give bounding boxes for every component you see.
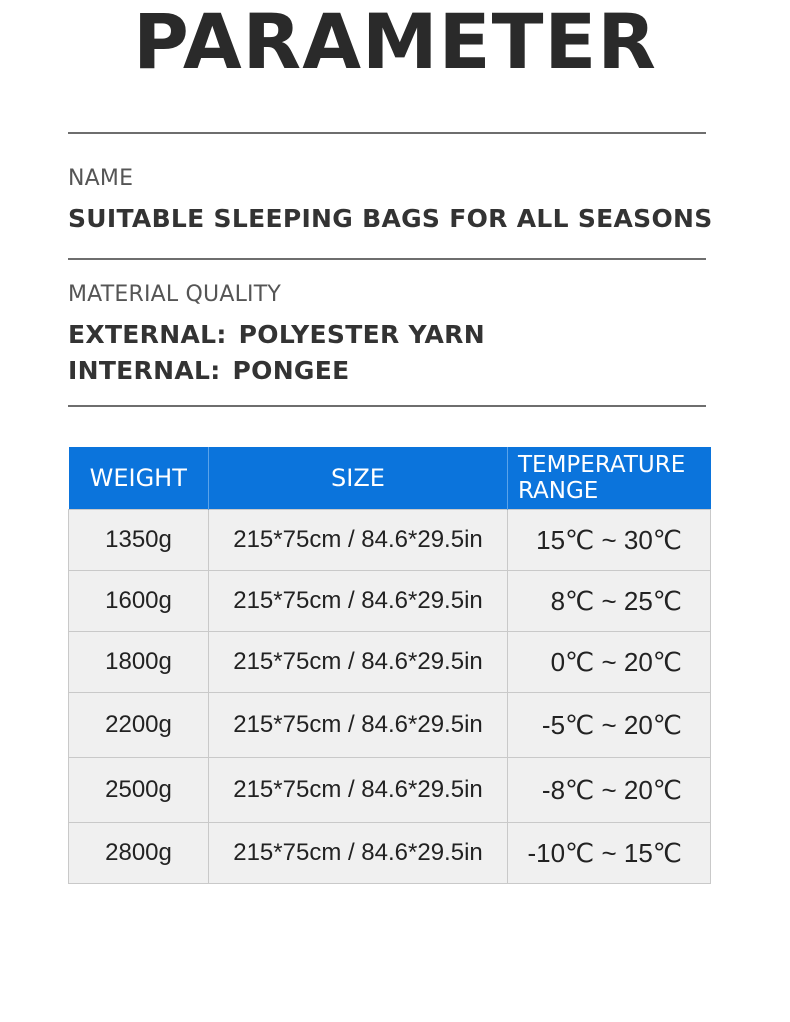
external-value: POLYESTER YARN bbox=[238, 320, 485, 349]
table-row bbox=[69, 693, 711, 758]
cell-size: 215*75cm / 84.6*29.5in bbox=[209, 510, 508, 571]
table-row bbox=[69, 510, 711, 571]
external-label: EXTERNAL: bbox=[68, 320, 227, 349]
divider bbox=[68, 405, 706, 407]
header-temperature-range bbox=[508, 447, 711, 510]
name-label: NAME bbox=[68, 166, 134, 191]
header-size: SIZE bbox=[209, 447, 508, 510]
cell-temp: 0℃ ~ 20℃ bbox=[508, 632, 711, 693]
cell-size: 215*75cm / 84.6*29.5in bbox=[209, 632, 508, 693]
cell-weight: 2800g bbox=[69, 823, 209, 884]
table-row bbox=[69, 758, 711, 823]
table-row bbox=[69, 571, 711, 632]
table-row bbox=[69, 632, 711, 693]
table-row bbox=[69, 823, 711, 884]
divider bbox=[68, 132, 706, 134]
cell-size: 215*75cm / 84.6*29.5in bbox=[209, 571, 508, 632]
cell-size: 215*75cm / 84.6*29.5in bbox=[209, 693, 508, 758]
cell-weight: 2200g bbox=[69, 693, 209, 758]
header-weight: WEIGHT bbox=[69, 447, 209, 510]
internal-label: INTERNAL: bbox=[68, 356, 221, 385]
cell-weight: 1600g bbox=[69, 571, 209, 632]
internal-value: PONGEE bbox=[232, 356, 350, 385]
cell-weight: 1800g bbox=[69, 632, 209, 693]
cell-temp: 15℃ ~ 30℃ bbox=[508, 510, 711, 571]
table-header-row bbox=[69, 447, 711, 510]
cell-size: 215*75cm / 84.6*29.5in bbox=[209, 758, 508, 823]
divider bbox=[68, 258, 706, 260]
cell-size: 215*75cm / 84.6*29.5in bbox=[209, 823, 508, 884]
name-value: SUITABLE SLEEPING BAGS FOR ALL SEASONS bbox=[68, 204, 713, 233]
cell-temp: 8℃ ~ 25℃ bbox=[508, 571, 711, 632]
material-label: MATERIAL QUALITY bbox=[68, 282, 282, 307]
internal-material bbox=[68, 356, 350, 385]
cell-temp: -10℃ ~ 15℃ bbox=[508, 823, 711, 884]
cell-weight: 2500g bbox=[69, 758, 209, 823]
external-material bbox=[68, 320, 485, 349]
page-title: PARAMETER bbox=[133, 0, 657, 86]
cell-temp: -5℃ ~ 20℃ bbox=[508, 693, 711, 758]
spec-table bbox=[68, 447, 711, 884]
header-temp-line2: RANGE bbox=[518, 478, 599, 504]
cell-temp: -8℃ ~ 20℃ bbox=[508, 758, 711, 823]
header-temp-line1: TEMPERATURE bbox=[518, 452, 686, 478]
cell-weight: 1350g bbox=[69, 510, 209, 571]
